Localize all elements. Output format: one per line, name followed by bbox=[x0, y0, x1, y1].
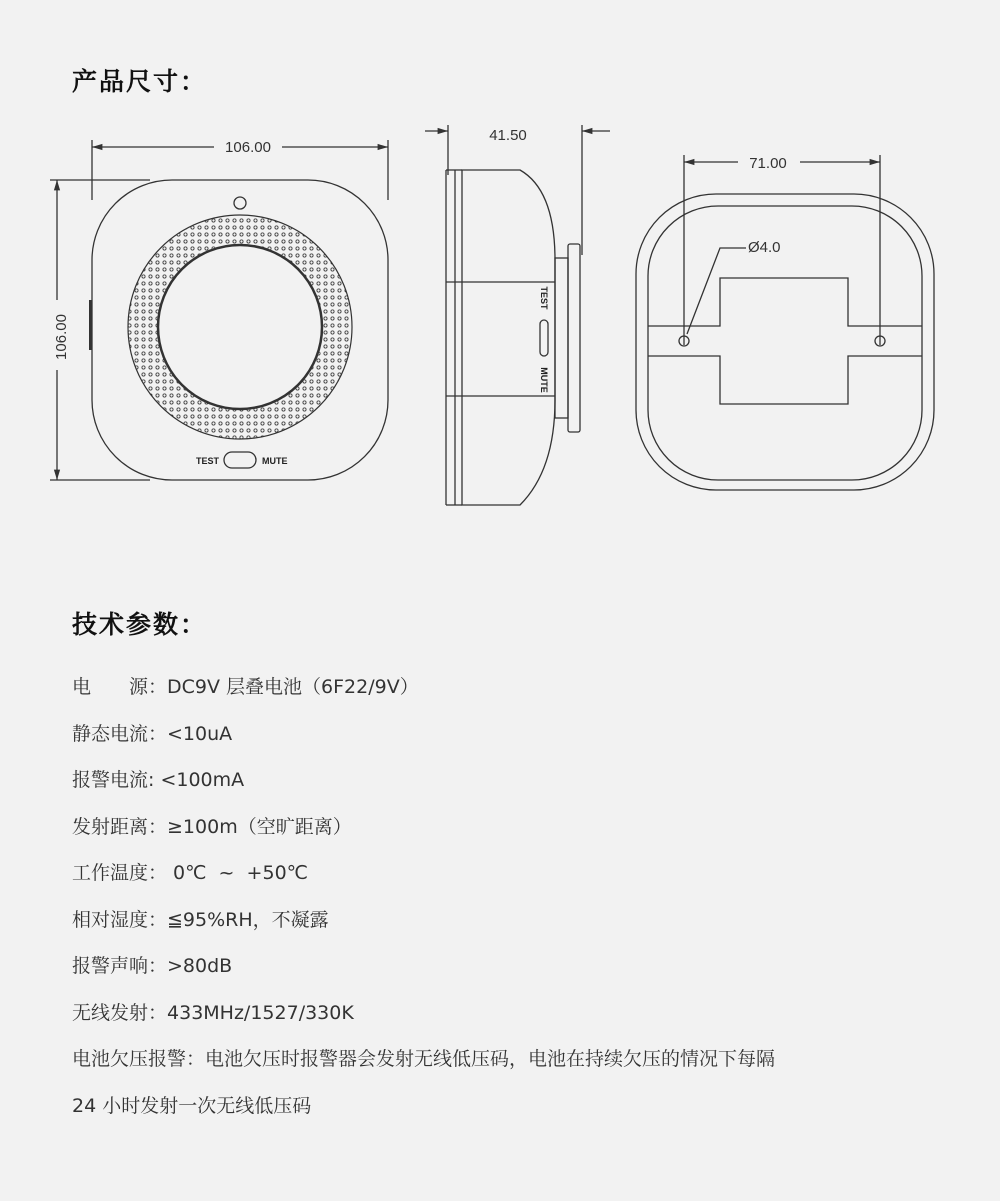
dimensions-heading: 产品尺寸： bbox=[72, 67, 208, 96]
spec-alarm-current bbox=[72, 757, 952, 804]
front-test-label: TEST bbox=[195, 456, 219, 466]
back-bracket-lower bbox=[648, 356, 922, 404]
side-test-label: TEST bbox=[539, 286, 549, 310]
spec-wireless-transmit bbox=[72, 990, 952, 1037]
spec-low-battery-alarm-continued bbox=[72, 1083, 952, 1130]
spec-label: 无线发射： bbox=[72, 1001, 168, 1024]
spec-value: 24 小时发射一次无线低压码 bbox=[72, 1094, 312, 1117]
spec-value: 0℃ ~ +50℃ bbox=[167, 862, 308, 884]
center-cover bbox=[158, 245, 322, 409]
side-mute-label: MUTE bbox=[539, 367, 549, 393]
back-view bbox=[636, 155, 934, 490]
spec-label: 电池欠压报警： bbox=[72, 1048, 206, 1070]
spec-label: 发射距离： bbox=[72, 815, 168, 838]
side-mounting-plate bbox=[568, 244, 580, 432]
spec-low-battery-alarm bbox=[72, 1036, 952, 1083]
spec-power bbox=[72, 664, 952, 711]
specs-heading: 技术参数： bbox=[72, 610, 208, 639]
spec-list bbox=[72, 664, 952, 1129]
hole-diameter-label: Ø4.0 bbox=[748, 239, 781, 256]
spec-operating-temperature bbox=[72, 850, 952, 897]
spec-value: ≦95%RH，不凝露 bbox=[167, 908, 329, 931]
spec-label: 相对湿度： bbox=[72, 908, 168, 931]
indicator-light bbox=[234, 197, 246, 209]
spec-label: 电 源： bbox=[72, 676, 168, 698]
side-depth-label: 41.50 bbox=[489, 127, 527, 144]
back-width-label: 71.00 bbox=[749, 155, 787, 172]
hole-leader-line bbox=[687, 248, 746, 334]
spec-transmit-distance bbox=[72, 804, 952, 851]
spec-label: 报警声响： bbox=[72, 955, 168, 977]
back-body-outline bbox=[636, 194, 934, 490]
spec-label: 报警电流: bbox=[72, 769, 161, 791]
spec-standby-current bbox=[72, 711, 952, 758]
spec-label: 工作温度： bbox=[72, 862, 168, 884]
spec-value: ≥100m（空旷距离） bbox=[167, 815, 352, 838]
side-view bbox=[425, 125, 610, 505]
spec-value: DC9V 层叠电池（6F22/9V） bbox=[167, 676, 419, 698]
spec-value: <10uA bbox=[167, 722, 233, 745]
side-test-button bbox=[540, 320, 548, 356]
front-view bbox=[50, 140, 388, 480]
front-test-mute-button bbox=[224, 452, 256, 468]
side-body-outline bbox=[462, 170, 555, 505]
spec-label: 静态电流： bbox=[72, 722, 168, 745]
front-height-label: 106.00 bbox=[53, 314, 70, 360]
front-mute-label: MUTE bbox=[262, 456, 288, 466]
spec-alarm-sound bbox=[72, 943, 952, 990]
spec-relative-humidity bbox=[72, 897, 952, 944]
front-width-label: 106.00 bbox=[225, 139, 271, 156]
spec-value: 433MHz/1527/330K bbox=[167, 1001, 354, 1024]
back-bracket-upper bbox=[648, 278, 922, 326]
spec-value: >80dB bbox=[167, 955, 233, 977]
spec-value: <100mA bbox=[160, 769, 245, 791]
dimension-drawings bbox=[0, 0, 1000, 560]
spec-value: 电池欠压时报警器会发射无线低压码，电池在持续欠压的情况下每隔 bbox=[205, 1048, 776, 1070]
